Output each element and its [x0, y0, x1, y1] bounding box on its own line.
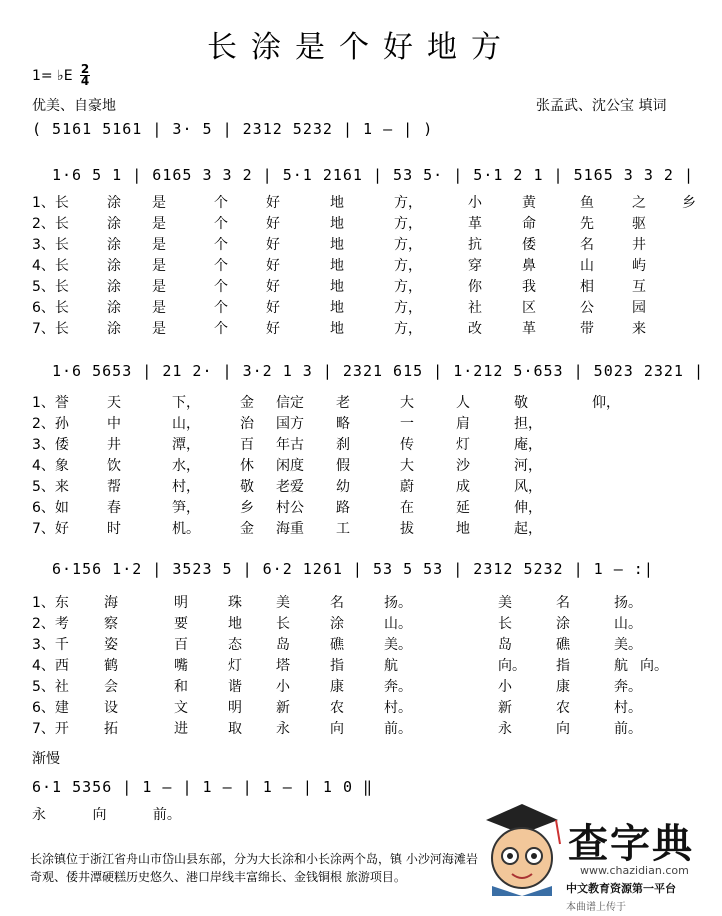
verses_c-r6-c1: 6、建 — [32, 700, 69, 716]
verses_a-r4-c4: 个 — [214, 258, 228, 274]
verses_a-r1-c3: 是 — [152, 195, 166, 211]
verses_c-r6-c6: 农 — [330, 700, 344, 716]
verses_a-r3-c10: 名 — [580, 237, 594, 253]
verses_a-r2-c10: 先 — [580, 216, 594, 232]
logo-upload: 本曲谱上传于 — [566, 902, 626, 913]
verses_b-r1-c1: 1、誉 — [32, 395, 69, 411]
verses_a-r2-c7: 方， — [394, 216, 422, 232]
verses_a-r2-c2: 涂 — [107, 216, 121, 232]
mascot-icon — [476, 800, 568, 896]
verses_a-r7-c2: 涂 — [107, 321, 121, 337]
verses_c-r3-c2: 姿 — [104, 637, 118, 653]
verses_c-r4-c2: 鹤 — [104, 658, 118, 674]
verses_a-r6-c3: 是 — [152, 300, 166, 316]
verses_b-r3-c1: 3、倭 — [32, 437, 69, 453]
verses_c-r7-c6: 向 — [330, 721, 344, 737]
verses_b-r3-c9: 庵， — [514, 437, 542, 453]
verses_a-r4-c6: 地 — [330, 258, 344, 274]
verses_b-r6-c2: 春 — [107, 500, 121, 516]
verses_b-r3-c7: 传 — [400, 437, 414, 453]
verses_c-r5-c7: 奔。 — [384, 679, 412, 695]
verses_a-r5-c2: 涂 — [107, 279, 121, 295]
song-title: 长涂是个好地方 — [207, 30, 515, 65]
verses_c-r6-c3: 文 — [174, 700, 188, 716]
verses_b-r2-c2: 中 — [107, 416, 121, 432]
verses_a-r1-c7: 方， — [394, 195, 422, 211]
verses_a-r1-c6: 地 — [330, 195, 344, 211]
verses_a-r5-c4: 个 — [214, 279, 228, 295]
verses_b-r5-c4: 敬 — [240, 479, 254, 495]
verses_c-r1-c7: 扬。 — [384, 595, 412, 611]
logo-name: 查字典 — [568, 821, 694, 867]
verses_b-r4-c5: 闲度 — [276, 458, 304, 474]
tempo-mark: 渐慢 — [32, 751, 60, 767]
verses_b-r3-c2: 井 — [107, 437, 121, 453]
verses_a-r3-c11: 井 — [632, 237, 646, 253]
tempo-mood: 优美、自豪地 — [32, 98, 116, 114]
verses_c-r3-c5: 岛 — [276, 637, 290, 653]
verses_b-r4-c4: 休 — [240, 458, 254, 474]
verses_c-r1-c4: 珠 — [228, 595, 242, 611]
verses_c-r4-c6: 指 — [330, 658, 344, 674]
verses_a-r7-c9: 革 — [522, 321, 536, 337]
verses_a-r6-c1: 6、长 — [32, 300, 69, 316]
verses_c-r5-c5: 小 — [276, 679, 290, 695]
verses_b-r7-c4: 金 — [240, 521, 254, 537]
verses_a-r7-c5: 好 — [266, 321, 280, 337]
verses_c-r2-c8: 长 — [498, 616, 512, 632]
verses_a-r5-c10: 相 — [580, 279, 594, 295]
verses_b-r3-c8: 灯 — [456, 437, 470, 453]
verses_c-r2-c9: 涂 — [556, 616, 570, 632]
verses_c-r2-c2: 察 — [104, 616, 118, 632]
verses_c-r7-c9: 向 — [556, 721, 570, 737]
verses_b-r7-c6: 工 — [336, 521, 350, 537]
verses_a-r1-c1: 1、长 — [32, 195, 69, 211]
verses_b-r7-c9: 起， — [514, 521, 542, 537]
staff3-notes: 6·156 1·2 | 3523 5 | 6·2 1261 | 53 5 53 | 2312 5232 | 1 — :| — [52, 560, 654, 578]
verses_a-r4-c5: 好 — [266, 258, 280, 274]
verses_a-r4-c11: 屿 — [632, 258, 646, 274]
verses_b-r2-c3: 山， — [172, 416, 200, 432]
verses_c-r1-c2: 海 — [104, 595, 118, 611]
staff2-notes: 1·6 5653 | 21 2· | 3·2 1 3 | 2321 615 | 1·212 5·653 | 5023 2321 | — [52, 362, 704, 380]
verses_c-r5-c10: 奔。 — [614, 679, 642, 695]
final-lyric-1: 永 — [32, 807, 46, 823]
logo-url[interactable]: www.chazidian.com — [580, 864, 689, 877]
verses_a-r1-c8: 小 — [468, 195, 482, 211]
verses_a-r4-c1: 4、长 — [32, 258, 69, 274]
verses_b-r4-c3: 水， — [172, 458, 200, 474]
time-top: 2 — [80, 62, 90, 76]
verses_a-r5-c9: 我 — [522, 279, 536, 295]
verses_c-r7-c7: 前。 — [384, 721, 412, 737]
verses_c-r3-c7: 美。 — [384, 637, 412, 653]
verses_a-r3-c8: 抗 — [468, 237, 482, 253]
time-signature — [80, 64, 90, 87]
verses_a-r4-c2: 涂 — [107, 258, 121, 274]
final-lyric-2: 向 — [92, 807, 107, 823]
verses_b-r1-c9: 敬 — [514, 395, 528, 411]
verses_a-r2-c1: 2、长 — [32, 216, 69, 232]
verses_a-r5-c8: 你 — [468, 279, 482, 295]
verses_b-r7-c8: 地 — [456, 521, 470, 537]
verses_c-r3-c1: 3、千 — [32, 637, 69, 653]
verses_b-r4-c6: 假 — [336, 458, 350, 474]
verses_a-r4-c8: 穿 — [468, 258, 482, 274]
verses_b-r7-c3: 机。 — [172, 521, 200, 537]
verses_b-r2-c1: 2、孙 — [32, 416, 69, 432]
verses_a-r2-c5: 好 — [266, 216, 280, 232]
verses_c-r7-c3: 进 — [174, 721, 188, 737]
verses_b-r6-c7: 在 — [400, 500, 414, 516]
verses_a-r6-c10: 公 — [580, 300, 594, 316]
verses_b-r6-c1: 6、如 — [32, 500, 69, 516]
verses_b-r3-c4: 百 — [240, 437, 254, 453]
verses_b-r5-c9: 风， — [514, 479, 542, 495]
verses_b-r2-c5: 国方 — [276, 416, 304, 432]
key-signature: 1= ♭E — [32, 68, 73, 84]
verses_c-r4-c5: 塔 — [276, 658, 290, 674]
verses_a-r7-c11: 来 — [632, 321, 646, 337]
verses_a-r6-c11: 园 — [632, 300, 646, 316]
verses_c-r4-c10: 航 — [614, 658, 628, 674]
verses_b-r2-c7: 一 — [400, 416, 414, 432]
verses_b-r3-c6: 刹 — [336, 437, 350, 453]
verses_c-r5-c4: 谐 — [228, 679, 242, 695]
verses_c-r1-c8: 美 — [498, 595, 512, 611]
verses_a-r6-c4: 个 — [214, 300, 228, 316]
verses_a-r1-c10: 鱼 — [580, 195, 594, 211]
verses_a-r6-c5: 好 — [266, 300, 280, 316]
verses_c-r2-c1: 2、考 — [32, 616, 69, 632]
verses_c-r7-c4: 取 — [228, 721, 242, 737]
verses_b-r1-c4: 金 — [240, 395, 254, 411]
verses_a-r2-c4: 个 — [214, 216, 228, 232]
verses_b-r5-c8: 成 — [456, 479, 470, 495]
verses_b-r7-c1: 7、好 — [32, 521, 69, 537]
verses_b-r1-c6: 老 — [336, 395, 350, 411]
verses_a-r1-c9: 黄 — [522, 195, 536, 211]
verses_a-r2-c9: 命 — [522, 216, 536, 232]
verses_c-r7-c1: 7、开 — [32, 721, 69, 737]
verses_c-r4-c1: 4、西 — [32, 658, 69, 674]
verses_c-r4-c8: 向。 — [498, 658, 526, 674]
verses_a-r3-c7: 方， — [394, 237, 422, 253]
verses_b-r7-c7: 拔 — [400, 521, 414, 537]
verses_a-r1-c5: 好 — [266, 195, 280, 211]
verses_c-r4-c11: 向。 — [640, 658, 668, 674]
verses_a-r7-c4: 个 — [214, 321, 228, 337]
verses_b-r5-c6: 幼 — [336, 479, 350, 495]
verses_a-r3-c1: 3、长 — [32, 237, 69, 253]
verses_a-r4-c3: 是 — [152, 258, 166, 274]
verses_c-r2-c5: 长 — [276, 616, 290, 632]
verses_b-r5-c7: 蔚 — [400, 479, 414, 495]
verses_a-r3-c5: 好 — [266, 237, 280, 253]
verses_c-r6-c4: 明 — [228, 700, 242, 716]
verses_c-r4-c7: 航 — [384, 658, 398, 674]
verses_c-r2-c7: 山。 — [384, 616, 412, 632]
verses_c-r3-c8: 岛 — [498, 637, 512, 653]
verses_a-r7-c6: 地 — [330, 321, 344, 337]
verses_c-r2-c4: 地 — [228, 616, 242, 632]
verses_c-r4-c9: 指 — [556, 658, 570, 674]
verses_b-r4-c9: 河， — [514, 458, 542, 474]
verses_c-r1-c1: 1、东 — [32, 595, 69, 611]
staff4-notes: 6·1 5356 | 1 — | 1 — | 1 — | 1 0 ‖ — [32, 778, 374, 796]
verses_a-r7-c8: 改 — [468, 321, 482, 337]
verses_c-r2-c10: 山。 — [614, 616, 642, 632]
verses_c-r5-c2: 会 — [104, 679, 118, 695]
time-bottom: 4 — [80, 74, 90, 88]
verses_c-r4-c4: 灯 — [228, 658, 242, 674]
verses_b-r6-c3: 笋， — [172, 500, 200, 516]
verses_c-r6-c10: 村。 — [614, 700, 642, 716]
verses_a-r6-c7: 方， — [394, 300, 422, 316]
verses_b-r4-c2: 饮 — [107, 458, 121, 474]
verses_a-r3-c2: 涂 — [107, 237, 121, 253]
verses_a-r5-c3: 是 — [152, 279, 166, 295]
verses_a-r7-c1: 7、长 — [32, 321, 69, 337]
verses_a-r2-c6: 地 — [330, 216, 344, 232]
verses_c-r6-c7: 村。 — [384, 700, 412, 716]
verses_c-r1-c9: 名 — [556, 595, 570, 611]
verses_b-r1-c7: 大 — [400, 395, 414, 411]
verses_a-r7-c10: 带 — [580, 321, 594, 337]
verses_c-r3-c9: 礁 — [556, 637, 570, 653]
verses_c-r3-c4: 态 — [228, 637, 242, 653]
verses_a-r2-c8: 革 — [468, 216, 482, 232]
verses_b-r1-c3: 下， — [172, 395, 200, 411]
final-lyrics — [32, 804, 209, 824]
verses_a-r3-c6: 地 — [330, 237, 344, 253]
verses_a-r7-c3: 是 — [152, 321, 166, 337]
verses_b-r4-c1: 4、象 — [32, 458, 69, 474]
verses_c-r5-c1: 5、社 — [32, 679, 69, 695]
verses_b-r6-c4: 乡 — [240, 500, 254, 516]
verses_a-r4-c10: 山 — [580, 258, 594, 274]
verses_b-r7-c2: 时 — [107, 521, 121, 537]
verses_a-r6-c6: 地 — [330, 300, 344, 316]
verses_c-r6-c2: 设 — [104, 700, 118, 716]
verses_c-r3-c10: 美。 — [614, 637, 642, 653]
verses_a-r6-c8: 社 — [468, 300, 482, 316]
verses_b-r1-c5: 信定 — [276, 395, 304, 411]
verses_a-r5-c5: 好 — [266, 279, 280, 295]
verses_b-r1-c8: 人 — [456, 395, 470, 411]
lyricist-credit: 张孟武、沈公宝 填词 — [536, 98, 667, 114]
verses_b-r7-c5: 海重 — [276, 521, 304, 537]
verses_a-r1-c4: 个 — [214, 195, 228, 211]
verses_c-r1-c10: 扬。 — [614, 595, 642, 611]
verses_c-r1-c5: 美 — [276, 595, 290, 611]
verses_c-r1-c6: 名 — [330, 595, 344, 611]
verses_c-r7-c8: 永 — [498, 721, 512, 737]
verses_a-r6-c9: 区 — [522, 300, 536, 316]
verses_c-r6-c9: 农 — [556, 700, 570, 716]
staff1-notes: 1·6 5 1 | 6165 3 3 2 | 5·1 2161 | 53 5· | 5·1 2 1 | 5165 3 3 2 | — [52, 166, 694, 184]
verses_a-r6-c2: 涂 — [107, 300, 121, 316]
verses_c-r3-c6: 礁 — [330, 637, 344, 653]
verses_a-r2-c11: 驱 — [632, 216, 646, 232]
final-lyric-3: 前。 — [152, 807, 181, 823]
verses_a-r1-c12: 乡 — [682, 195, 696, 211]
verses_b-r2-c8: 肩 — [456, 416, 470, 432]
verses_b-r5-c5: 老爱 — [276, 479, 304, 495]
verses_a-r5-c1: 5、长 — [32, 279, 69, 295]
verses_b-r1-c2: 天 — [107, 395, 121, 411]
verses_c-r6-c5: 新 — [276, 700, 290, 716]
verses_b-r4-c8: 沙 — [456, 458, 470, 474]
verses_b-r6-c8: 延 — [456, 500, 470, 516]
verses_a-r4-c7: 方， — [394, 258, 422, 274]
verses_c-r5-c6: 康 — [330, 679, 344, 695]
verses_a-r3-c4: 个 — [214, 237, 228, 253]
verses_c-r7-c2: 拓 — [104, 721, 118, 737]
verses_c-r5-c3: 和 — [174, 679, 188, 695]
verses_a-r1-c11: 之 — [632, 195, 646, 211]
verses_c-r2-c6: 涂 — [330, 616, 344, 632]
verses_b-r6-c9: 伸， — [514, 500, 542, 516]
verses_a-r5-c6: 地 — [330, 279, 344, 295]
verses_b-r5-c2: 帮 — [107, 479, 121, 495]
verses_c-r5-c9: 康 — [556, 679, 570, 695]
verses_a-r3-c3: 是 — [152, 237, 166, 253]
verses_b-r2-c6: 略 — [336, 416, 350, 432]
verses_b-r3-c5: 年古 — [276, 437, 304, 453]
verses_c-r5-c8: 小 — [498, 679, 512, 695]
verses_a-r3-c9: 倭 — [522, 237, 536, 253]
verses_a-r4-c9: 鼻 — [522, 258, 536, 274]
verses_c-r2-c3: 要 — [174, 616, 188, 632]
verses_b-r2-c9: 担， — [514, 416, 542, 432]
verses_b-r5-c1: 5、来 — [32, 479, 69, 495]
verses_c-r4-c3: 嘴 — [174, 658, 188, 674]
verses_b-r3-c3: 潭， — [172, 437, 200, 453]
verses_b-r6-c6: 路 — [336, 500, 350, 516]
verses_a-r2-c3: 是 — [152, 216, 166, 232]
verses_c-r1-c3: 明 — [174, 595, 188, 611]
verses_a-r5-c11: 互 — [632, 279, 646, 295]
verses_b-r1-c10: 仰， — [592, 395, 620, 411]
verses_b-r6-c5: 村公 — [276, 500, 304, 516]
verses_b-r5-c3: 村， — [172, 479, 200, 495]
verses_a-r1-c2: 涂 — [107, 195, 121, 211]
verses_a-r7-c7: 方， — [394, 321, 422, 337]
logo-tagline: 中文教育资源第一平台 — [566, 882, 676, 895]
footer-description: 长涂镇位于浙江省舟山市岱山县东部，分为大长涂和小长涂两个岛，镇 小沙河海滩岩奇观、倭井潭硬糕历史悠久、港口岸线丰富绵长、金钱铜根 旅游项目。 — [30, 852, 478, 884]
verses_a-r5-c7: 方， — [394, 279, 422, 295]
verses_c-r7-c5: 永 — [276, 721, 290, 737]
verses_c-r3-c3: 百 — [174, 637, 188, 653]
verses_b-r4-c7: 大 — [400, 458, 414, 474]
intro-notes: ( 5161 5161 | 3· 5 | 2312 5232 | 1 — | ) — [32, 120, 434, 138]
verses_b-r2-c4: 治 — [240, 416, 254, 432]
verses_c-r7-c10: 前。 — [614, 721, 642, 737]
verses_c-r6-c8: 新 — [498, 700, 512, 716]
